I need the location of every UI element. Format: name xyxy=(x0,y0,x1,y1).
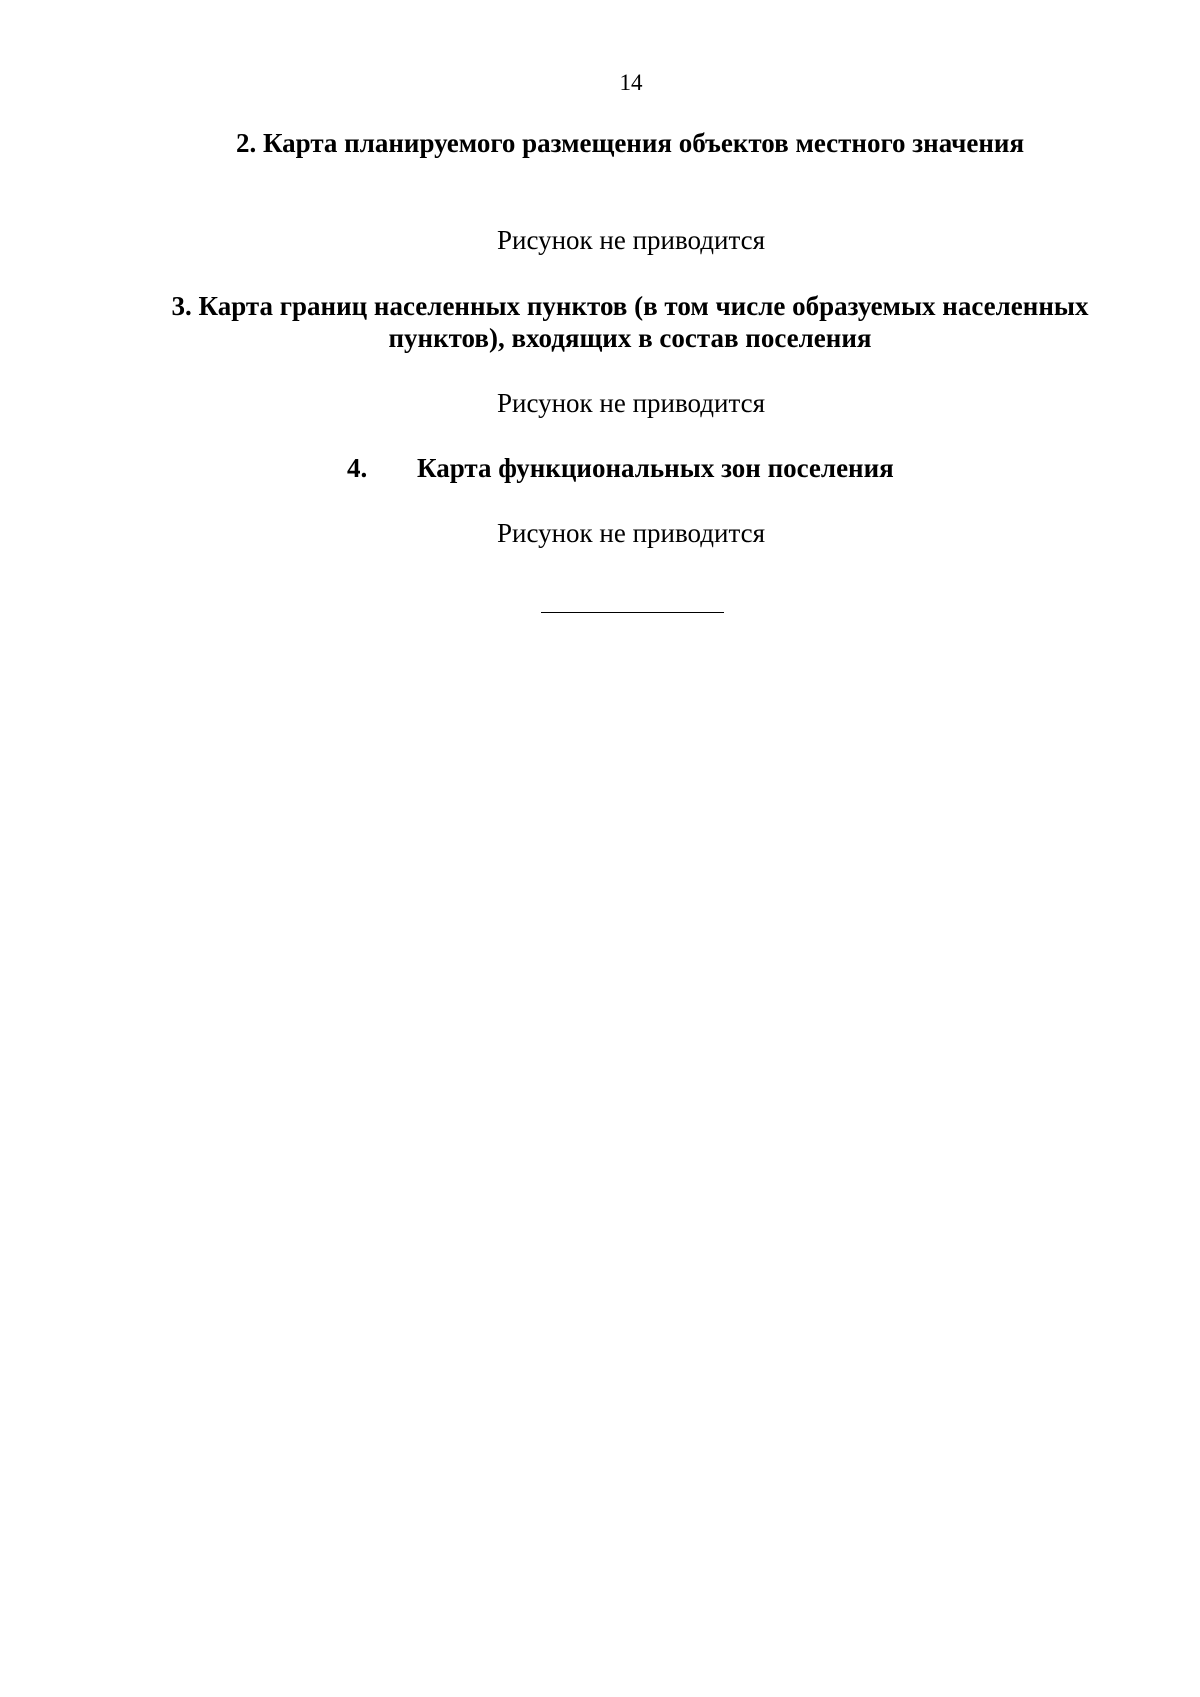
figure-omitted-note-3: Рисунок не приводится xyxy=(497,388,765,418)
section-heading-4-number: 4. xyxy=(347,453,368,483)
end-of-document-rule xyxy=(541,612,724,613)
figure-omitted-note-4: Рисунок не приводится xyxy=(497,518,765,548)
section-heading-3: 3. Карта границ населенных пунктов (в том числе образуемых населенных пунктов), входящих в состав поселения xyxy=(171,291,1089,353)
figure-omitted-note-2: Рисунок не приводится xyxy=(497,225,765,255)
section-heading-4-text: Карта функциональных зон поселения xyxy=(417,453,894,483)
page-number: 14 xyxy=(619,70,643,95)
section-heading-2: 2. Карта планируемого размещения объектов местного значения xyxy=(235,128,1025,158)
